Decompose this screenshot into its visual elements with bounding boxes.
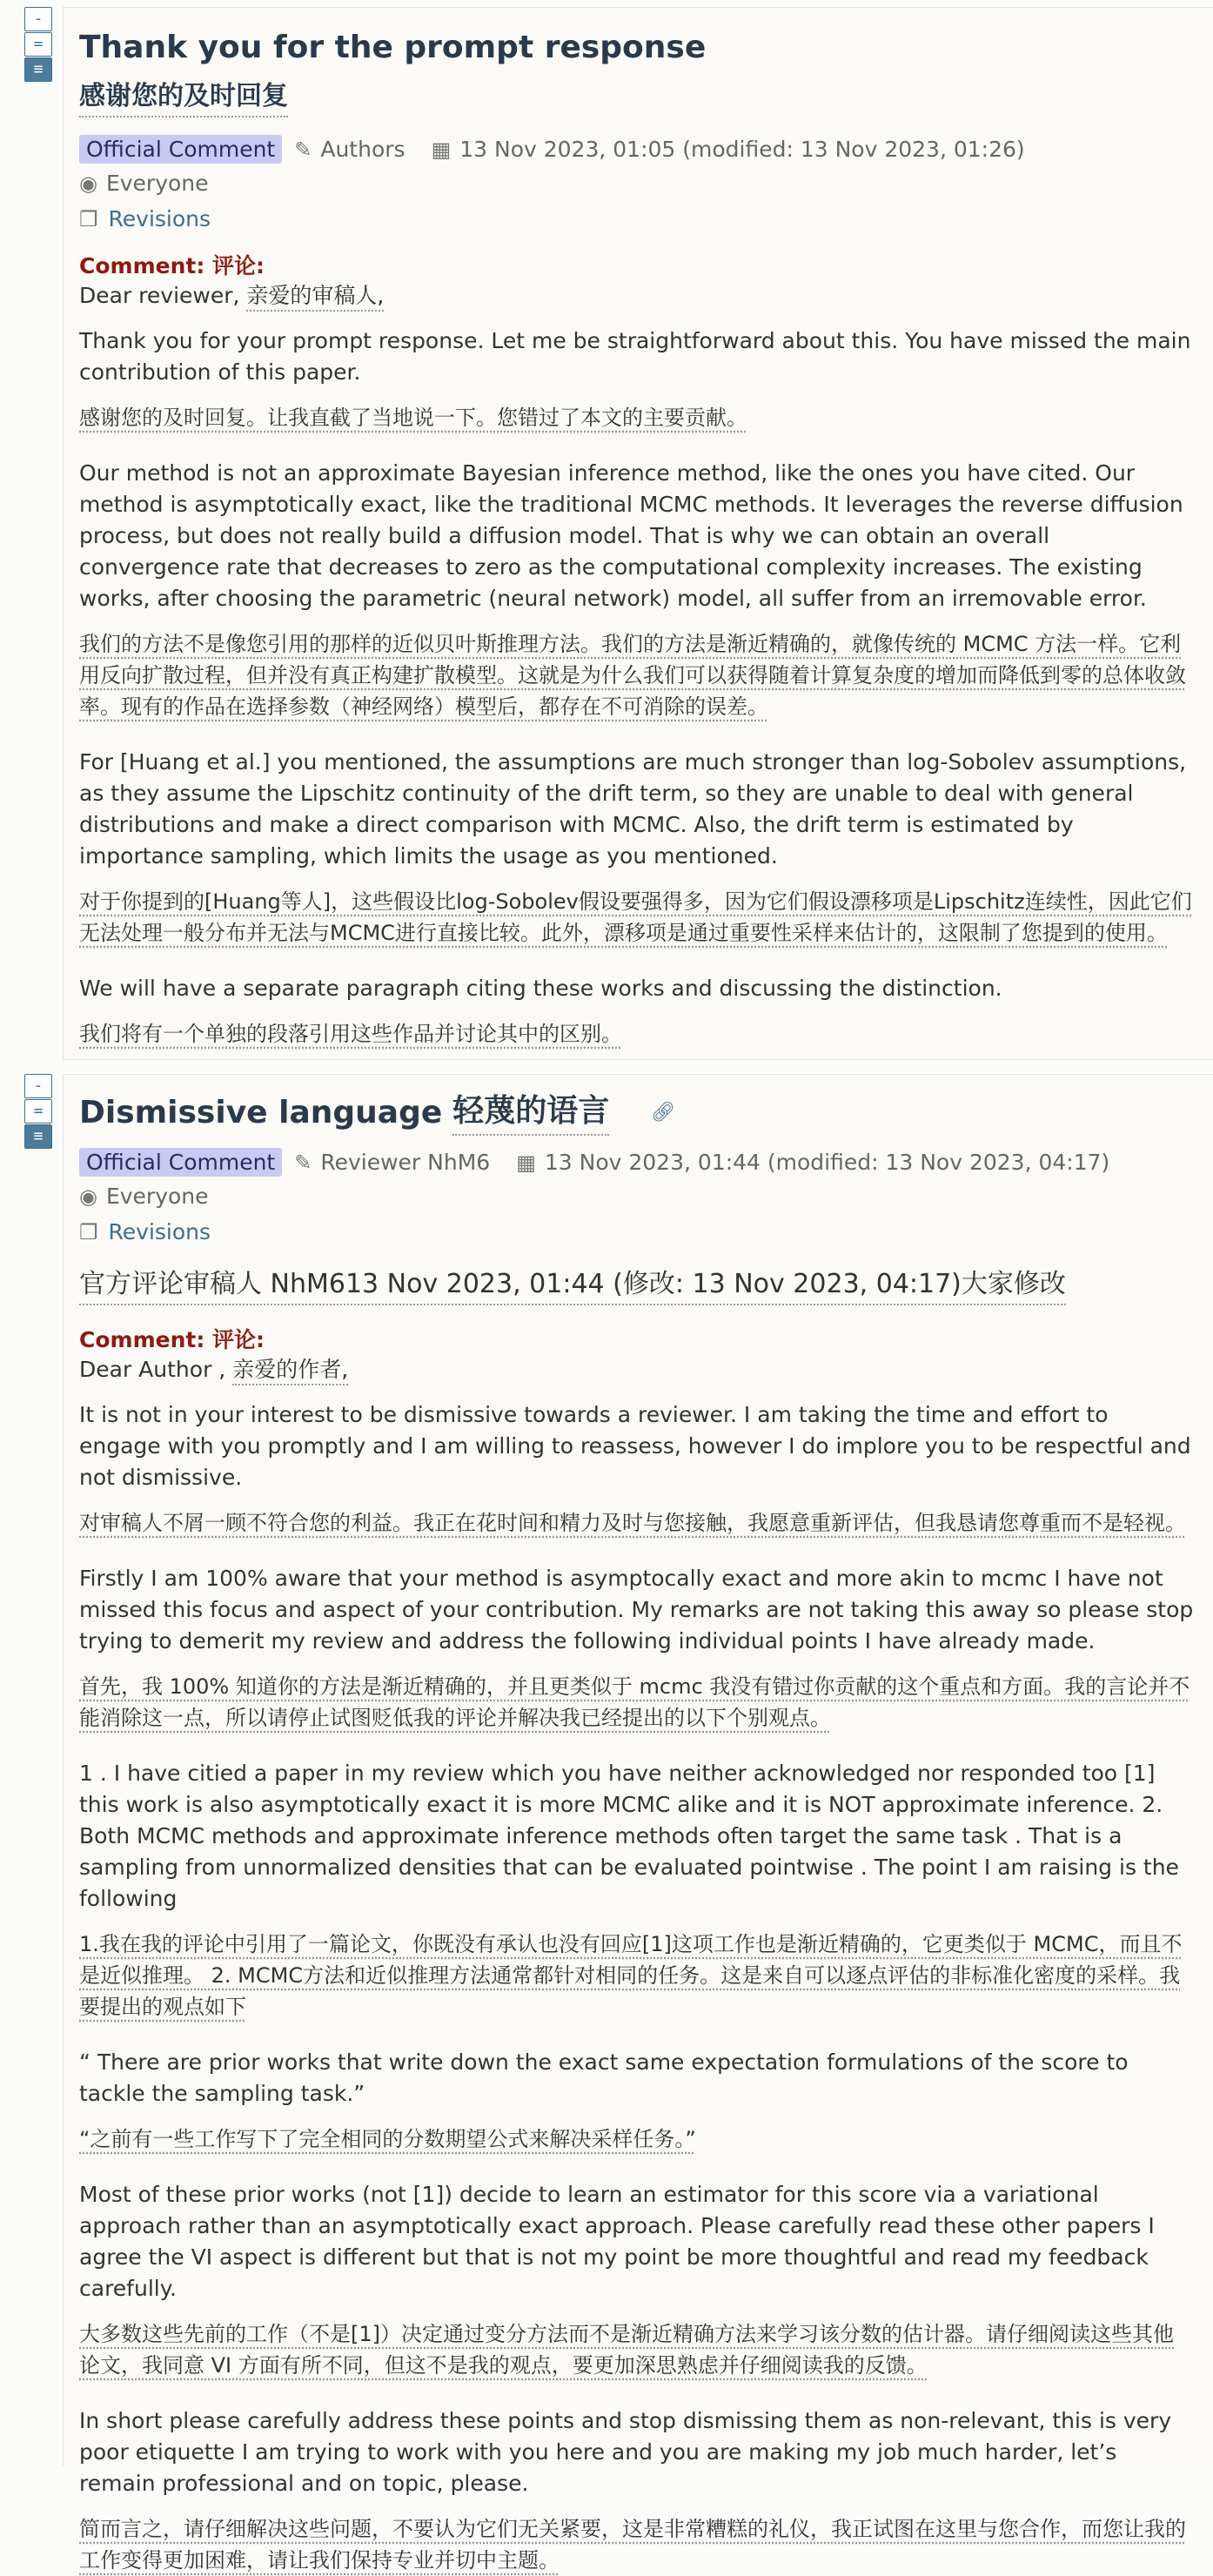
revisions-link[interactable]: Revisions bbox=[108, 1219, 211, 1244]
signature-text: Authors bbox=[320, 137, 405, 162]
paragraph-en: Most of these prior works (not [1]) decide to learn an estimator for this score via a variational approach rather than an asymptotically exact approach. Please carefully read these other papers I agree the VI aspect is different but that is not my point be more thoughtful and read my feedback carefully. bbox=[79, 2182, 1155, 2301]
calendar-icon: ▦ bbox=[431, 137, 452, 162]
readers-text: Everyone bbox=[105, 171, 209, 196]
note-title-translation: 轻蔑的语言 bbox=[452, 1090, 609, 1136]
paragraph-en: Thank you for your prompt response. Let me be straightforward about this. You have missed the main contribution of this paper. bbox=[79, 328, 1191, 385]
link-icon[interactable]: 🔗︎ bbox=[651, 1102, 676, 1124]
eye-icon: ◉ bbox=[79, 171, 97, 196]
note-1-view-controls bbox=[24, 7, 54, 83]
invitation-badge: Official Comment bbox=[79, 1148, 282, 1177]
paragraph-zh: “之前有一些工作写下了完全相同的分数期望公式来解决采样任务。” bbox=[79, 2127, 696, 2151]
pencil-icon: ✎ bbox=[294, 1150, 312, 1175]
collapse-button[interactable]: - bbox=[24, 7, 52, 31]
date bbox=[432, 137, 1025, 162]
greeting-en: Dear Author , bbox=[79, 1357, 226, 1382]
greeting bbox=[79, 1354, 1194, 1385]
note-meta bbox=[79, 135, 1194, 231]
note-author-response bbox=[63, 7, 1213, 1060]
summary-view-button[interactable]: = bbox=[24, 32, 52, 57]
paragraph-zh: 对于你提到的[Huang等人]，这些假设比log-Sobolev假设要强得多，因为它们假设漂移项是Lipschitz连续性，因此它们无法处理一般分布并无法与MCMC进行直接比较。此外，漂移项是通过重要性采样来估计的，这限制了您提到的使用。 bbox=[79, 889, 1192, 945]
note-title-text: Dismissive language bbox=[79, 1095, 443, 1130]
paragraph-zh: 感谢您的及时回复。让我直截了当地说一下。您错过了本文的主要贡献。 bbox=[79, 406, 747, 430]
paragraph-zh: 对审稿人不屑一顾不符合您的利益。我正在花时间和精力及时与您接触，我愿意重新评估，但我恳请您尊重而不是轻视。 bbox=[79, 1511, 1186, 1535]
pencil-icon: ✎ bbox=[294, 137, 312, 162]
revisions-link[interactable]: Revisions bbox=[108, 206, 211, 231]
eye-icon: ◉ bbox=[79, 1184, 97, 1209]
signature bbox=[294, 1150, 490, 1175]
comment-label-zh: 评论: bbox=[212, 1327, 265, 1352]
note-title-translation: 感谢您的及时回复 bbox=[79, 74, 288, 117]
note-title bbox=[79, 27, 1194, 69]
meta-translation: 官方评论审稿人 NhM613 Nov 2023, 01:44 (修改: 13 Nov 2023, 04:17)大家修改 bbox=[79, 1262, 1066, 1305]
paragraph-en: For [Huang et al.] you mentioned, the assumptions are much stronger than log-Sobolev assumptions, as they assume the Lipschitz continuity of the drift term, so they are unable to deal with general distributions and make a direct comparison with MCMC. Also, the drift term is estimated by importance sampling, which limits the usage as you mentioned. bbox=[79, 749, 1187, 869]
paragraph-zh: 首先，我 100% 知道你的方法是渐近精确的，并且更类似于 mcmc 我没有错过你贡献的这个重点和方面。我的言论并不能消除这一点，所以请停止试图贬低我的评论并解决我已经提出的以下个别观点。 bbox=[79, 1674, 1190, 1730]
note-reviewer-comment bbox=[63, 1074, 1213, 2573]
paragraph-zh: 1.我在我的评论中引用了一篇论文，你既没有承认也没有回应[1]这项工作也是渐近精确的，它更类似于 MCMC，而且不是近似推理。 2. MCMC方法和近似推理方法通常都针对相同的任务。这是来自可以逐点评估的非标准化密度的采样。我要提出的观点如下 bbox=[79, 1932, 1183, 2019]
comment-label-en: Comment: bbox=[79, 253, 205, 278]
note-title bbox=[79, 1090, 1194, 1136]
full-view-button[interactable]: ≡ bbox=[24, 57, 52, 82]
invitation-badge: Official Comment bbox=[79, 135, 282, 164]
note-title-text: Thank you for the prompt response bbox=[79, 30, 707, 65]
summary-view-button[interactable]: = bbox=[24, 1099, 52, 1124]
paragraph-en: 1 . I have citied a paper in my review which you have neither acknowledged nor responded too [1] this work is also asymptotically exact it is more MCMC alike and it is NOT approximate inference. 2. Both MCMC methods and approximate inference methods often target the same task . That is a sampling from unnormalized densities that can be evaluated pointwise . The point I am raising is the following bbox=[79, 1761, 1179, 1911]
readers bbox=[79, 171, 209, 196]
comment-label-en: Comment: bbox=[79, 1327, 205, 1352]
paragraph-en: We will have a separate paragraph citing these works and discussing the distinction. bbox=[79, 976, 1002, 1001]
paragraph-en: Firstly I am 100% aware that your method is asymptocally exact and more akin to mcmc I have not missed this focus and aspect of your contribution. My remarks are not taking this away so please stop trying to demerit my review and address the following individual points I have already made. bbox=[79, 1566, 1194, 1654]
comment-label bbox=[79, 249, 1194, 280]
greeting bbox=[79, 280, 1194, 312]
calendar-icon: ▦ bbox=[516, 1150, 536, 1175]
readers bbox=[79, 1184, 209, 1209]
note-2-view-controls bbox=[24, 1074, 54, 1150]
revisions bbox=[79, 206, 1194, 231]
greeting-en: Dear reviewer, bbox=[79, 283, 240, 308]
documents-icon: ❐ bbox=[79, 1219, 98, 1244]
comment-label-zh: 评论: bbox=[212, 253, 265, 278]
collapse-button[interactable]: - bbox=[24, 1074, 52, 1098]
paragraph-en: Our method is not an approximate Bayesian inference method, like the ones you have cited. Our method is asymptotically exact, like the traditional MCMC methods. It leverages the reverse diffusion process, but does not really build a diffusion model. That is why we can obtain an overall convergence rate that decreases to zero as the computational complexity increases. The existing works, after choosing the parametric (neural network) model, all suffer from an irremovable error. bbox=[79, 460, 1183, 611]
note-meta bbox=[79, 1148, 1194, 1244]
comment-label bbox=[79, 1323, 1194, 1354]
full-view-button[interactable]: ≡ bbox=[24, 1124, 52, 1149]
date-text: 13 Nov 2023, 01:05 (modified: 13 Nov 2023, 01:26) bbox=[459, 137, 1025, 162]
paragraph-zh: 大多数这些先前的工作（不是[1]）决定通过变分方法而不是渐近精确方法来学习该分数的估计器。请仔细阅读这些其他论文，我同意 VI 方面有所不同，但这不是我的观点，要更加深思熟虑并仔细阅读我的反馈。 bbox=[79, 2322, 1174, 2378]
greeting-zh: 亲爱的作者, bbox=[232, 1357, 348, 1385]
documents-icon: ❐ bbox=[79, 206, 98, 231]
greeting-zh: 亲爱的审稿人, bbox=[246, 283, 384, 312]
paragraph-en: It is not in your interest to be dismissive towards a reviewer. I am taking the time and effort to engage with you promptly and I am willing to reassess, however I do implore you to be respectful and not dismissive. bbox=[79, 1402, 1191, 1490]
signature-text: Reviewer NhM6 bbox=[320, 1150, 491, 1175]
paragraph-en: In short please carefully address these points and stop dismissing them as non-relevant, this is very poor etiquette I am trying to work with you here and you are making my job much harder, let’s remain professional and on topic, please. bbox=[79, 2408, 1172, 2496]
paragraph-en: “ There are prior works that write down the exact same expectation formulations of the score to tackle the sampling task.” bbox=[79, 2049, 1129, 2106]
paragraph-zh: 我们的方法不是像您引用的那样的近似贝叶斯推理方法。我们的方法是渐近精确的，就像传统的 MCMC 方法一样。它利用反向扩散过程，但并没有真正构建扩散模型。这就是为什么我们可以获得随着计算复杂度的增加而降低到零的总体收敛率。现有的作品在选择参数（神经网络）模型后，都存在不可消除的误差。 bbox=[79, 632, 1186, 719]
readers-text: Everyone bbox=[105, 1184, 209, 1209]
paragraph-zh: 简而言之，请仔细解决这些问题，不要认为它们无关紧要，这是非常糟糕的礼仪，我正试图在这里与您合作，而您让我的工作变得更加困难，请让我们保持专业并切中主题。 bbox=[79, 2517, 1186, 2573]
date-text: 13 Nov 2023, 01:44 (modified: 13 Nov 2023, 04:17) bbox=[544, 1150, 1110, 1175]
date bbox=[516, 1150, 1109, 1175]
signature bbox=[294, 137, 405, 162]
paragraph-zh: 我们将有一个单独的段落引用这些作品并讨论其中的区别。 bbox=[79, 1022, 622, 1046]
revisions bbox=[79, 1219, 1194, 1244]
